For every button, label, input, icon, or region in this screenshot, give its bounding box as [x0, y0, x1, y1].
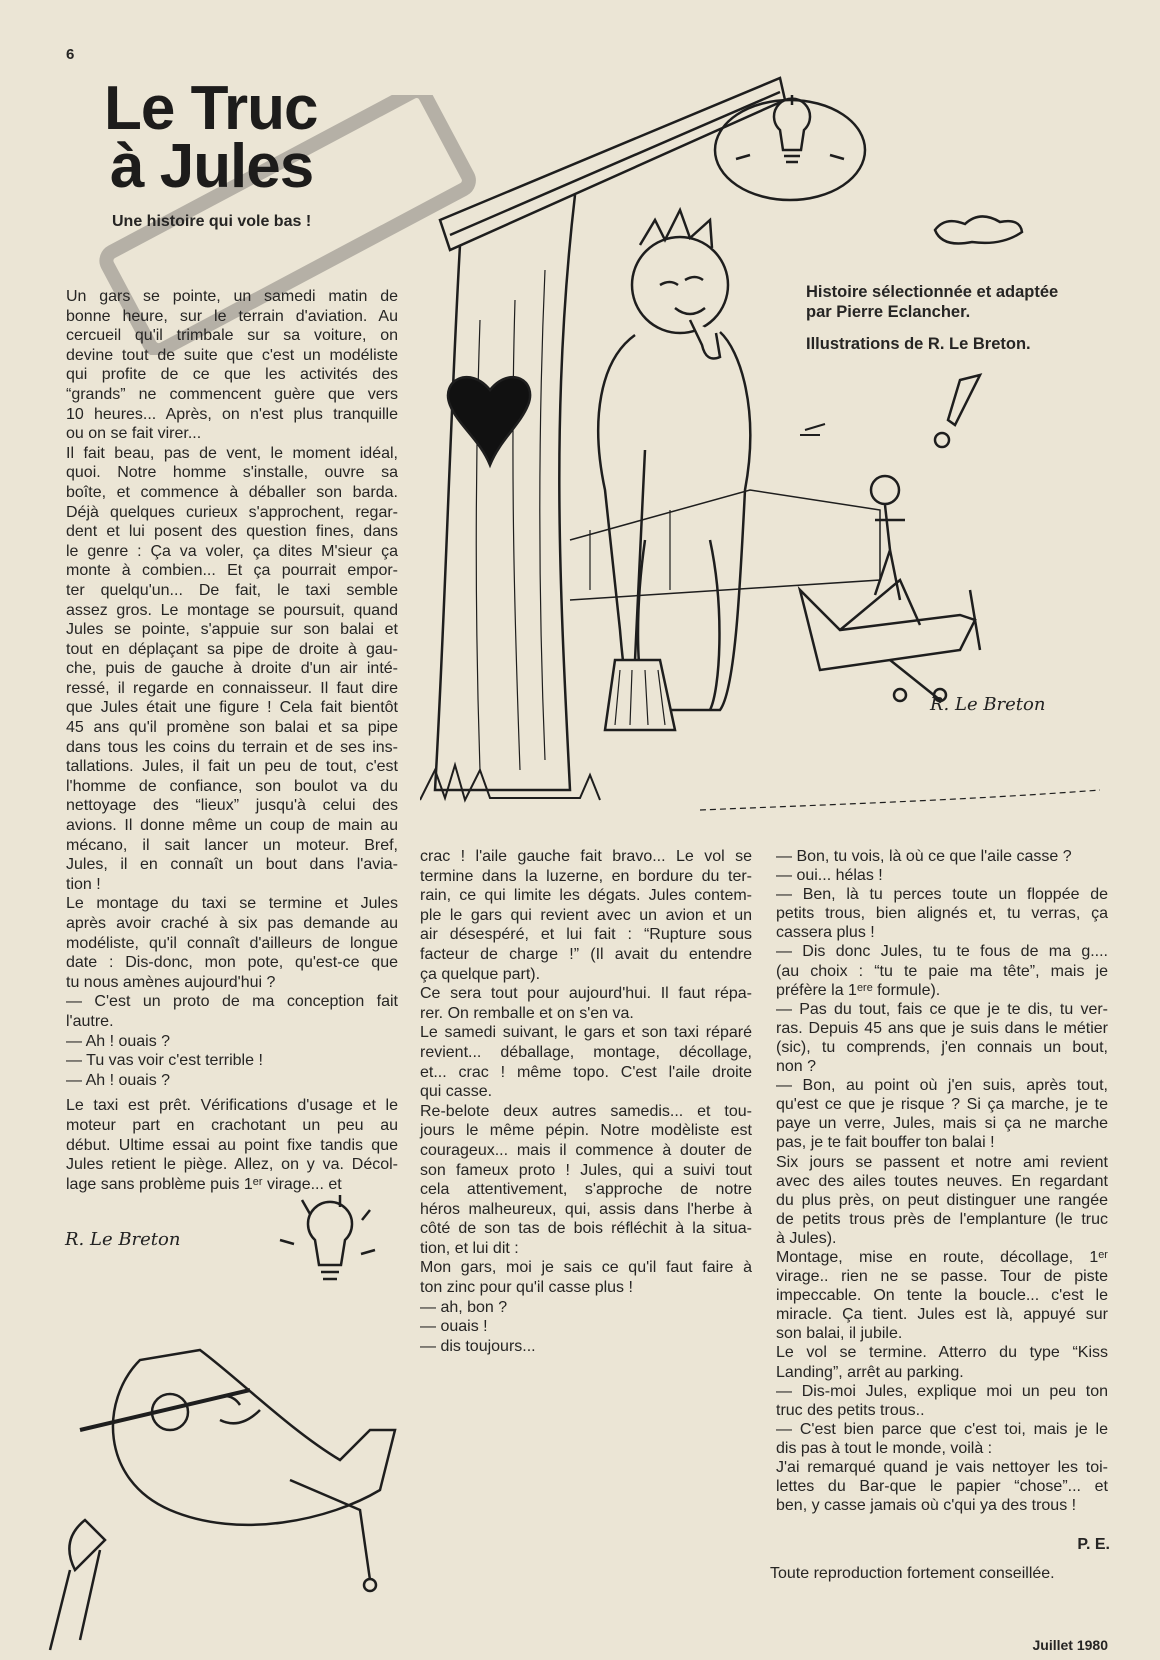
- paragraph: [420, 847, 752, 984]
- text-line: qui casse.: [420, 1083, 493, 1101]
- text-line: — oui... hélas !: [776, 867, 883, 885]
- text-line: qu'est ce que je risque ? Si ça marche, je te: [776, 1096, 1108, 1114]
- paragraph: [420, 1298, 752, 1318]
- text-line: — Ben, là tu perces toute un floppée de: [776, 886, 1108, 904]
- text-line: son balai, il jubile.: [776, 1325, 903, 1343]
- paragraph: [776, 1458, 1108, 1515]
- text-line: — Tu vas voir c'est terrible !: [66, 1052, 263, 1070]
- paragraph: [776, 1343, 1108, 1381]
- exclamation-mark: [948, 375, 980, 425]
- text-line: ton zinc pour qu'il casse plus !: [420, 1279, 633, 1297]
- paragraph: [66, 1071, 398, 1091]
- text-line: — Dis donc Jules, tu te fous de ma g....: [776, 943, 1108, 961]
- text-line: rain, ce qui limite les dégats. Jules contem-: [420, 887, 752, 905]
- text-line: ou on se fait virer...: [66, 425, 202, 443]
- text-line: l'homme de confiance, son boulot va du: [66, 777, 398, 795]
- text-line: Six jours se passent et notre ami revient: [776, 1153, 1108, 1171]
- illustration-credit: Illustrations de R. Le Breton.: [806, 335, 1031, 353]
- text-line: jours le même pépin. Notre modèliste est: [420, 1122, 752, 1140]
- text-line: — Ah ! ouais ?: [66, 1032, 171, 1050]
- paragraph: [420, 1337, 752, 1357]
- paragraph: [66, 1051, 398, 1071]
- text-line: tout en déplaçant sa pipe de droite à gau-: [66, 640, 398, 658]
- text-line: l'autre.: [66, 1012, 114, 1030]
- text-line: rer. On remballe et on s'en va.: [420, 1004, 634, 1022]
- illustration-jules-outhouse: [420, 70, 1120, 820]
- text-line: Le taxi est prêt. Vérifications d'usage et le: [66, 1097, 398, 1115]
- text-line: — C'est un proto de ma conception fait: [66, 993, 398, 1011]
- text-line: modéliste, qu'il connaît d'ailleurs de longue: [66, 934, 398, 952]
- author-initials: P. E.: [1077, 1536, 1110, 1553]
- text-line: ple le gars qui revient avec un avion et un: [420, 906, 752, 924]
- text-line: son fameux proto ! Jules, qui a suivi tout: [420, 1161, 752, 1179]
- text-line: nettoyage des “lieux” jusqu'à celui des: [66, 797, 398, 815]
- text-line: ben, y casse jamais où c'qui ya des trous !: [776, 1497, 1077, 1515]
- text-line: — Pas du tout, fais ce que je te dis, tu ver-: [776, 1000, 1108, 1018]
- illustrator-signature-bottom: R. Le Breton: [65, 1229, 181, 1250]
- text-line: cela attentivement, s'approche de notre: [420, 1181, 752, 1199]
- text-line: Jules retient le piège. Allez, on y va. Décol-: [66, 1156, 398, 1174]
- text-line: préfère la 1ᵉʳᵉ formule).: [776, 981, 941, 999]
- text-line: air désespéré, et lui fait : “Rupture sous: [420, 926, 752, 944]
- text-line: che, puis de gauche à droite d'un air inté-: [66, 660, 398, 678]
- text-line: revient... déballage, montage, décollage,: [420, 1043, 752, 1061]
- adaptation-line-2: par Pierre Eclancher.: [806, 303, 971, 321]
- text-line: lettes du Bar-que le papier “chose”... et: [776, 1478, 1108, 1496]
- jules-head: [632, 237, 728, 333]
- text-line: — dis toujours...: [420, 1337, 536, 1355]
- paragraph: [776, 1076, 1108, 1152]
- text-line: Le samedi suivant, le gars et son taxi réparé: [420, 1024, 752, 1042]
- text-line: — Bon, au point où j'en suis, après tout,: [776, 1077, 1108, 1095]
- text-line: devine tout de suite que c'est un modéliste: [66, 346, 398, 364]
- hangar: [570, 490, 880, 600]
- title-line-1: Le Truc: [104, 74, 318, 143]
- paragraph: [66, 894, 398, 992]
- paragraph: [776, 866, 1108, 885]
- text-line: crac ! l'aile gauche fait bravo... Le vol se: [420, 848, 752, 865]
- text-line: côté de son tas de bois réfléchit à la situa-: [420, 1220, 752, 1238]
- text-line: de petits trous près de l'emplanture (le truc: [776, 1210, 1108, 1228]
- text-line: tallations. Jules, il fait un peu de tout, c'est: [66, 758, 398, 776]
- text-line: non ?: [776, 1058, 817, 1076]
- text-line: — C'est bien parce que c'est toi, mais je le: [776, 1420, 1108, 1438]
- text-line: tion, et lui dit :: [420, 1239, 519, 1257]
- text-line: Ce sera tout pour aujourd'hui. Il faut répa-: [420, 985, 752, 1003]
- text-line: — ah, bon ?: [420, 1298, 508, 1316]
- article-column-left: [66, 287, 398, 1194]
- text-line: 10 heures... Après, on n'est plus tranquille: [66, 405, 398, 423]
- text-line: dans tous les coins du terrain et de ses ins-: [66, 738, 398, 756]
- text-line: — Bon, tu vois, là où ce que l'aile casse ?: [776, 848, 1072, 865]
- text-line: après avoir craché à six pas demande au: [66, 915, 398, 932]
- text-line: Jules se pointe, s'appuie sur son balai et: [66, 621, 398, 639]
- text-line: ressé, il regarde en connaisseur. Il faut dire: [66, 679, 398, 697]
- lightbulb-icon: [308, 1202, 352, 1279]
- text-line: — Ah ! ouais ?: [66, 1071, 171, 1089]
- model-airplane: [800, 590, 975, 670]
- text-line: (au choix : “tu te paie ma tête”, mais je: [776, 962, 1108, 980]
- text-line: date : Dis-donc, mon pote, qu'est-ce que: [66, 954, 398, 972]
- text-line: ter quelqu'un... De fait, le taxi semble: [66, 581, 398, 599]
- heart-icon: [448, 377, 530, 465]
- text-line: Il fait beau, pas de vent, le moment idéal,: [66, 444, 398, 462]
- jules-body: [598, 332, 750, 712]
- text-line: Jules, il en connaît un bout dans l'avia-: [66, 856, 398, 874]
- text-line: cercueil qu'il trimbale sur sa voiture, on: [66, 327, 398, 345]
- text-line: Landing”, arrêt au parking.: [776, 1363, 964, 1381]
- text-line: lage sans problème puis 1ᵉʳ virage... et: [66, 1175, 342, 1193]
- text-line: avions. Il donne même un coup de main au: [66, 817, 398, 835]
- text-line: virage.. rien ne se passe. Tour de piste: [776, 1268, 1108, 1286]
- illustrator-signature: R. Le Breton: [930, 694, 1046, 715]
- text-line: Re-belote deux autres samedis... et tou-: [420, 1102, 752, 1120]
- text-line: “grands” ne commencent guère que vers: [66, 385, 398, 403]
- text-line: Le vol se termine. Atterro du type “Kiss: [776, 1344, 1108, 1362]
- text-line: ça quelque part).: [420, 965, 541, 983]
- text-line: ras. Depuis 45 ans que je suis dans le métier: [776, 1019, 1108, 1037]
- text-line: monte à combien... Et ça pourrait empor-: [66, 562, 398, 580]
- text-line: avec des ailes toutes neuves. En regardant: [776, 1172, 1108, 1190]
- text-line: Montage, mise en route, décollage, 1ᵉʳ: [776, 1248, 1108, 1266]
- text-line: moteur part en crachotant un peu au: [66, 1116, 398, 1134]
- text-line: à Jules).: [776, 1229, 837, 1247]
- article-column-middle: [420, 847, 752, 1356]
- text-line: tion !: [66, 875, 101, 893]
- lightbulb-icon: [774, 99, 810, 162]
- text-line: facteur de charge !” (Il avait du entendre: [420, 945, 752, 963]
- paragraph: [420, 984, 752, 1023]
- text-line: paye un verre, Jules, mais si ça ne marche: [776, 1115, 1108, 1133]
- cloud: [935, 216, 1022, 243]
- text-line: dent et lui posent des question fines, dans: [66, 523, 398, 541]
- text-line: boîte, et commence à déballer son barda.: [66, 483, 398, 501]
- paragraph: [776, 1248, 1108, 1343]
- paragraph: [776, 885, 1108, 942]
- text-line: Mon gars, moi je sais ce qu'il faut faire à: [420, 1259, 752, 1277]
- paragraph: [66, 444, 398, 895]
- paragraph: [776, 1382, 1108, 1420]
- text-line: du plus près, on peut distinguer une rangée: [776, 1191, 1108, 1209]
- text-line: tu nous amènes aujourd'hui ?: [66, 973, 276, 991]
- text-line: truc des petits trous..: [776, 1401, 925, 1419]
- text-line: — ouais !: [420, 1318, 488, 1336]
- text-line: dis pas à tout le monde, voilà :: [776, 1439, 993, 1457]
- text-line: cassera plus !: [776, 924, 875, 942]
- text-line: quoi. Notre homme s'installe, ouvre sa: [66, 464, 398, 482]
- text-line: le genre : Ça va voler, ça dites M'sieur ça: [66, 542, 398, 560]
- paragraph: [66, 992, 398, 1031]
- text-line: — Dis-moi Jules, explique moi un peu ton: [776, 1382, 1108, 1400]
- text-line: Déjà quelques curieux s'approchent, regar-: [66, 503, 398, 521]
- text-line: mécano, il sait lancer un moteur. Bref,: [66, 836, 398, 854]
- illustration-crashed-plane: [40, 1180, 420, 1660]
- text-line: héros malheureux, qui, assis dans l'herbe à: [420, 1200, 752, 1218]
- article-subtitle: Une histoire qui vole bas !: [112, 213, 312, 230]
- text-line: (sic), tu comprends, j'en connais un bout,: [776, 1038, 1108, 1056]
- text-line: miracle. Ça tient. Jules est là, appuyé sur: [776, 1306, 1108, 1324]
- plane-fuselage: [113, 1350, 395, 1525]
- paragraph: [776, 1420, 1108, 1458]
- paragraph: [420, 1258, 752, 1297]
- paragraph: [66, 287, 398, 444]
- text-line: bonne heure, sur le terrain d'aviation. Au: [66, 307, 398, 325]
- text-line: pas, je te fait bouffer ton balai !: [776, 1134, 995, 1152]
- text-line: qui profite de ce que les activités des: [66, 366, 398, 384]
- article-column-right: [776, 847, 1108, 1515]
- issue-date: Juillet 1980: [1032, 1637, 1108, 1653]
- paragraph: [776, 1153, 1108, 1248]
- text-line: début. Ultime essai au point fixe tandis que: [66, 1136, 398, 1154]
- article-title: [104, 74, 318, 201]
- text-line: J'ai remarqué quand je vais nettoyer les toi-: [776, 1459, 1108, 1476]
- text-line: 45 ans qu'il promène son balai et sa pipe: [66, 719, 398, 737]
- text-line: impeccable. On tente la boucle... c'est le: [776, 1287, 1108, 1305]
- text-line: assez gros. Le montage se poursuit, quand: [66, 601, 398, 619]
- paragraph: [420, 1023, 752, 1101]
- paragraph: [420, 1102, 752, 1259]
- text-line: Le montage du taxi se termine et Jules: [66, 895, 398, 913]
- paragraph: [66, 1032, 398, 1052]
- tree-trunk: [435, 195, 575, 790]
- adaptation-line-1: Histoire sélectionnée et adaptée: [806, 283, 1059, 301]
- title-line-2: à Jules: [110, 132, 314, 201]
- paragraph: [66, 1096, 398, 1194]
- reproduction-note: Toute reproduction fortement conseillée.: [770, 1565, 1055, 1582]
- text-line: petits trous, bien alignés et, tu verras, ça: [776, 905, 1108, 923]
- paragraph: [420, 1317, 752, 1337]
- text-line: courageux... mais il commence à douter de: [420, 1141, 752, 1159]
- page-number: 6: [66, 46, 75, 63]
- text-line: et... crac ! même topo. C'est l'aile droite: [420, 1063, 752, 1081]
- text-line: termine dans la luzerne, en bordure du ter-: [420, 867, 752, 885]
- text-line: que Jules était une figure ! Cela fait bientôt: [66, 699, 398, 717]
- paragraph: [776, 942, 1108, 999]
- paragraph: [776, 1000, 1108, 1076]
- paragraph: [776, 847, 1108, 866]
- text-line: Un gars se pointe, un samedi matin de: [66, 288, 398, 305]
